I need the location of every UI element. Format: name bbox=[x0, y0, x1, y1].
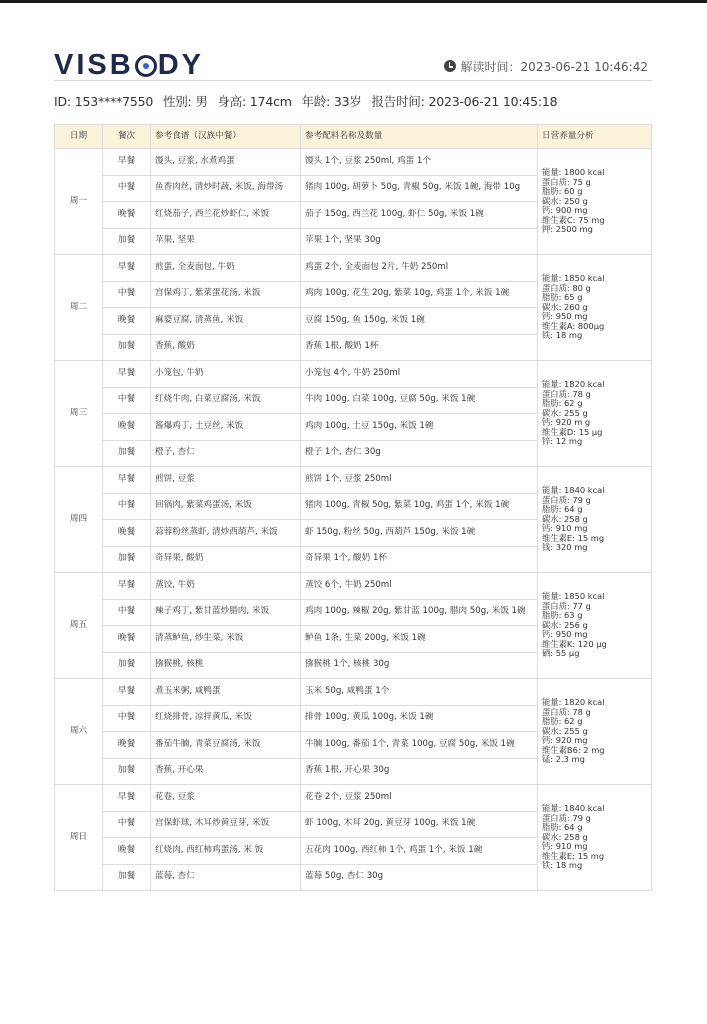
menu-cell: 蓝莓, 杏仁 bbox=[151, 864, 301, 891]
nutrition-item: 铁: 18 mg bbox=[542, 860, 583, 871]
menu-cell: 蒜蓉粉丝蒸虾, 清炒西葫芦, 米饭 bbox=[151, 520, 301, 547]
meal-plan-table bbox=[54, 124, 652, 891]
ingredients-cell: 苹果 1个, 坚果 30g bbox=[301, 228, 538, 255]
header-meal: 餐次 bbox=[103, 125, 151, 149]
meal-type-cell: 加餐 bbox=[103, 758, 151, 785]
menu-cell: 煮玉米粥, 咸鸭蛋 bbox=[151, 679, 301, 706]
ingredients-cell: 猕猴桃 1个, 核桃 30g bbox=[301, 652, 538, 679]
nutrition-item: 钙: 910 mg bbox=[542, 841, 588, 852]
nutrition-item: 能量: 1820 kcal bbox=[542, 379, 605, 390]
meal-type-cell: 早餐 bbox=[103, 679, 151, 706]
meal-type-cell: 早餐 bbox=[103, 361, 151, 388]
menu-cell: 酱爆鸡丁, 土豆丝, 米饭 bbox=[151, 414, 301, 441]
nutrition-item: 碳水: 255 g bbox=[542, 725, 588, 736]
nutrition-item: 碳水: 260 g bbox=[542, 301, 588, 312]
user-age: 年龄: 33岁 bbox=[301, 94, 362, 109]
menu-cell: 猕猴桃, 核桃 bbox=[151, 652, 301, 679]
table-row bbox=[55, 467, 652, 494]
meal-type-cell: 中餐 bbox=[103, 705, 151, 732]
nutrition-item: 蛋白质: 78 g bbox=[542, 388, 591, 399]
nutrition-item: 维生素E: 15 mg bbox=[542, 850, 605, 861]
meal-type-cell: 中餐 bbox=[103, 599, 151, 626]
menu-cell: 麻婆豆腐, 清蒸鱼, 米饭 bbox=[151, 308, 301, 335]
nutrition-item: 能量: 1820 kcal bbox=[542, 697, 605, 708]
nutrition-cell bbox=[538, 361, 652, 467]
nutrition-item: 脂肪: 62 g bbox=[542, 398, 583, 409]
meal-type-cell: 早餐 bbox=[103, 573, 151, 600]
read-time bbox=[444, 58, 648, 75]
menu-cell: 馒头, 豆浆, 水煮鸡蛋 bbox=[151, 149, 301, 176]
menu-cell: 蒸饺, 牛奶 bbox=[151, 573, 301, 600]
meal-type-cell: 晚餐 bbox=[103, 838, 151, 865]
menu-cell: 煎蛋, 全麦面包, 牛奶 bbox=[151, 255, 301, 282]
nutrition-item: 蛋白质: 75 g bbox=[542, 176, 591, 187]
menu-cell: 红烧茄子, 西兰花炒虾仁, 米饭 bbox=[151, 202, 301, 229]
meal-type-cell: 中餐 bbox=[103, 811, 151, 838]
visbody-logo: VISB DY bbox=[54, 49, 204, 81]
user-info bbox=[54, 92, 563, 110]
nutrition-item: 脂肪: 64 g bbox=[542, 504, 583, 515]
ingredients-cell: 蒸饺 6个, 牛奶 250ml bbox=[301, 573, 538, 600]
table-row bbox=[55, 149, 652, 176]
ingredients-cell: 香蕉 1根, 开心果 30g bbox=[301, 758, 538, 785]
user-height: 身高: 174cm bbox=[217, 94, 292, 109]
menu-cell: 小笼包, 牛奶 bbox=[151, 361, 301, 388]
ingredients-cell: 煎饼 1个, 豆浆 250ml bbox=[301, 467, 538, 494]
nutrition-item: 脂肪: 64 g bbox=[542, 822, 583, 833]
nutrition-item: 能量: 1850 kcal bbox=[542, 273, 605, 284]
menu-cell: 红烧排骨, 凉拌黄瓜, 米饭 bbox=[151, 705, 301, 732]
ingredients-cell: 花卷 2个, 豆浆 250ml bbox=[301, 785, 538, 812]
nutrition-item: 维生素E: 15 mg bbox=[542, 532, 605, 543]
nutrition-item: 脂肪: 63 g bbox=[542, 610, 583, 621]
menu-cell: 清蒸鲈鱼, 炒生菜, 米饭 bbox=[151, 626, 301, 653]
nutrition-item: 钙: 950 mg bbox=[542, 311, 588, 322]
nutrition-item: 钙: 900 mg bbox=[542, 205, 588, 216]
menu-cell: 宫保鸡丁, 紫菜蛋花汤, 米饭 bbox=[151, 281, 301, 308]
nutrition-item: 维生素C: 75 mg bbox=[542, 214, 605, 225]
menu-cell: 红烧牛肉, 白菜豆腐汤, 米饭 bbox=[151, 387, 301, 414]
menu-cell: 回锅肉, 紫菜鸡蛋汤, 米饭 bbox=[151, 493, 301, 520]
nutrition-item: 能量: 1800 kcal bbox=[542, 167, 605, 178]
nutrition-cell bbox=[538, 255, 652, 361]
menu-cell: 苹果, 坚果 bbox=[151, 228, 301, 255]
nutrition-item: 蛋白质: 79 g bbox=[542, 812, 591, 823]
meal-type-cell: 中餐 bbox=[103, 387, 151, 414]
nutrition-item: 碳水: 255 g bbox=[542, 407, 588, 418]
day-cell: 周日 bbox=[55, 785, 103, 891]
menu-cell: 煎饼, 豆浆 bbox=[151, 467, 301, 494]
meal-type-cell: 早餐 bbox=[103, 149, 151, 176]
meal-type-cell: 中餐 bbox=[103, 493, 151, 520]
meal-type-cell: 晚餐 bbox=[103, 308, 151, 335]
table-row bbox=[55, 573, 652, 600]
meal-type-cell: 加餐 bbox=[103, 334, 151, 361]
header-date: 日期 bbox=[55, 125, 103, 149]
ingredients-cell: 鲈鱼 1条, 生菜 200g, 米饭 1碗 bbox=[301, 626, 538, 653]
meal-type-cell: 晚餐 bbox=[103, 732, 151, 759]
ingredients-cell: 奇异果 1个, 酸奶 1杯 bbox=[301, 546, 538, 573]
nutrition-item: 维生素D: 15 μg bbox=[542, 426, 603, 437]
nutrition-item: 脂肪: 62 g bbox=[542, 716, 583, 727]
nutrition-item: 脂肪: 65 g bbox=[542, 292, 583, 303]
nutrition-item: 钾: 2500 mg bbox=[542, 224, 593, 235]
menu-cell: 香蕉, 开心果 bbox=[151, 758, 301, 785]
nutrition-item: 铁: 18 mg bbox=[542, 330, 583, 341]
ingredients-cell: 鸡肉 100g, 花生 20g, 紫菜 10g, 鸡蛋 1个, 米饭 1碗 bbox=[301, 281, 538, 308]
nutrition-cell bbox=[538, 467, 652, 573]
nutrition-item: 钙: 920 mg bbox=[542, 735, 588, 746]
meal-type-cell: 早餐 bbox=[103, 785, 151, 812]
ingredients-cell: 虾 100g, 木耳 20g, 黄豆芽 100g, 米饭 1碗 bbox=[301, 811, 538, 838]
nutrition-item: 能量: 1840 kcal bbox=[542, 803, 605, 814]
clock-icon bbox=[444, 60, 456, 72]
meal-type-cell: 加餐 bbox=[103, 864, 151, 891]
nutrition-item: 锰: 2.3 mg bbox=[542, 754, 585, 765]
ingredients-cell: 牛肉 100g, 白菜 100g, 豆腐 50g, 米饭 1碗 bbox=[301, 387, 538, 414]
meal-type-cell: 晚餐 bbox=[103, 414, 151, 441]
ingredients-cell: 玉米 50g, 咸鸭蛋 1个 bbox=[301, 679, 538, 706]
nutrition-item: 碳水: 256 g bbox=[542, 619, 588, 630]
table-row bbox=[55, 255, 652, 282]
ingredients-cell: 香蕉 1根, 酸奶 1杯 bbox=[301, 334, 538, 361]
nutrition-item: 蛋白质: 77 g bbox=[542, 600, 591, 611]
menu-cell: 橙子, 杏仁 bbox=[151, 440, 301, 467]
report-header bbox=[54, 50, 652, 81]
nutrition-item: 钱: 320 mg bbox=[542, 542, 588, 553]
day-cell: 周一 bbox=[55, 149, 103, 255]
nutrition-item: 脂肪: 60 g bbox=[542, 186, 583, 197]
nutrition-item: 蛋白质: 79 g bbox=[542, 494, 591, 505]
read-time-label: 解读时间： bbox=[460, 60, 521, 74]
menu-cell: 红烧肉, 西红柿鸡蛋汤, 米 饭 bbox=[151, 838, 301, 865]
top-border bbox=[0, 0, 707, 3]
ingredients-cell: 猪肉 100g, 青椒 50g, 紫菜 10g, 鸡蛋 1个, 米饭 1碗 bbox=[301, 493, 538, 520]
nutrition-item: 维生素A: 800μg bbox=[542, 320, 605, 331]
nutrition-cell bbox=[538, 149, 652, 255]
ingredients-cell: 虾 150g, 粉丝 50g, 西葫芦 150g, 米饭 1碗 bbox=[301, 520, 538, 547]
meal-type-cell: 中餐 bbox=[103, 175, 151, 202]
report-time: 报告时间: 2023-06-21 10:45:18 bbox=[371, 94, 558, 109]
table-row bbox=[55, 361, 652, 388]
menu-cell: 香蕉, 酸奶 bbox=[151, 334, 301, 361]
menu-cell: 鱼香肉丝, 清炒时蔬, 米饭, 海带汤 bbox=[151, 175, 301, 202]
ingredients-cell: 蓝莓 50g, 杏仁 30g bbox=[301, 864, 538, 891]
user-id: ID: 153****7550 bbox=[54, 94, 154, 109]
menu-cell: 奇异果, 酸奶 bbox=[151, 546, 301, 573]
table-body bbox=[55, 149, 652, 891]
ingredients-cell: 排骨 100g, 黄瓜 100g, 米饭 1碗 bbox=[301, 705, 538, 732]
meal-type-cell: 早餐 bbox=[103, 467, 151, 494]
nutrition-item: 维生素B6: 2 mg bbox=[542, 744, 605, 755]
meal-type-cell: 加餐 bbox=[103, 440, 151, 467]
day-cell: 周二 bbox=[55, 255, 103, 361]
header-menu: 参考食谱（汉族中餐） bbox=[151, 125, 301, 149]
nutrition-cell bbox=[538, 573, 652, 679]
table-header-row bbox=[55, 125, 652, 149]
menu-cell: 辣子鸡丁, 紫甘蓝炒腊肉, 米饭 bbox=[151, 599, 301, 626]
nutrition-item: 钙: 910 mg bbox=[542, 523, 588, 534]
header-nutrition: 日营养量分析 bbox=[538, 125, 652, 149]
nutrition-item: 维生素K: 120 μg bbox=[542, 638, 607, 649]
nutrition-item: 锌: 12 mg bbox=[542, 436, 583, 447]
user-gender: 性别: 男 bbox=[162, 94, 208, 109]
nutrition-cell bbox=[538, 785, 652, 891]
table-row bbox=[55, 679, 652, 706]
ingredients-cell: 鸡蛋 2个, 全麦面包 2片, 牛奶 250ml bbox=[301, 255, 538, 282]
meal-type-cell: 中餐 bbox=[103, 281, 151, 308]
ingredients-cell: 茄子 150g, 西兰花 100g, 虾仁 50g, 米饭 1碗 bbox=[301, 202, 538, 229]
nutrition-cell bbox=[538, 679, 652, 785]
nutrition-item: 钙: 950 mg bbox=[542, 629, 588, 640]
nutrition-item: 蛋白质: 78 g bbox=[542, 706, 591, 717]
nutrition-item: 钙: 920 m g bbox=[542, 417, 591, 428]
meal-type-cell: 加餐 bbox=[103, 546, 151, 573]
meal-type-cell: 晚餐 bbox=[103, 520, 151, 547]
ingredients-cell: 牛腩 100g, 番茄 1个, 青菜 100g, 豆腐 50g, 米饭 1碗 bbox=[301, 732, 538, 759]
meal-type-cell: 加餐 bbox=[103, 652, 151, 679]
ingredients-cell: 鸡肉 100g, 辣椒 20g, 紫甘蓝 100g, 腊肉 50g, 米饭 1碗 bbox=[301, 599, 538, 626]
nutrition-item: 蛋白质: 80 g bbox=[542, 282, 591, 293]
day-cell: 周三 bbox=[55, 361, 103, 467]
ingredients-cell: 橙子 1个, 杏仁 30g bbox=[301, 440, 538, 467]
nutrition-item: 能量: 1850 kcal bbox=[542, 591, 605, 602]
read-time-value: 2023-06-21 10:46:42 bbox=[520, 60, 648, 74]
ingredients-cell: 馒头 1个, 豆浆 250ml, 鸡蛋 1个 bbox=[301, 149, 538, 176]
ingredients-cell: 猪肉 100g, 胡萝卜 50g, 青椒 50g, 米饭 1碗, 海带 10g bbox=[301, 175, 538, 202]
nutrition-item: 碳水: 258 g bbox=[542, 831, 588, 842]
nutrition-item: 硒: 55 μg bbox=[542, 648, 580, 659]
day-cell: 周四 bbox=[55, 467, 103, 573]
ingredients-cell: 豆腐 150g, 鱼 150g, 米饭 1碗 bbox=[301, 308, 538, 335]
menu-cell: 番茄牛腩, 青菜豆腐汤, 米饭 bbox=[151, 732, 301, 759]
day-cell: 周五 bbox=[55, 573, 103, 679]
header-ingredients: 参考配料名称及数量 bbox=[301, 125, 538, 149]
meal-type-cell: 晚餐 bbox=[103, 202, 151, 229]
meal-type-cell: 晚餐 bbox=[103, 626, 151, 653]
meal-type-cell: 加餐 bbox=[103, 228, 151, 255]
ingredients-cell: 鸡肉 100g, 土豆 150g, 米饭 1碗 bbox=[301, 414, 538, 441]
menu-cell: 宫保虾球, 木耳炒黄豆芽, 米饭 bbox=[151, 811, 301, 838]
meal-type-cell: 早餐 bbox=[103, 255, 151, 282]
nutrition-item: 能量: 1840 kcal bbox=[542, 485, 605, 496]
menu-cell: 花卷, 豆浆 bbox=[151, 785, 301, 812]
nutrition-item: 碳水: 258 g bbox=[542, 513, 588, 524]
ingredients-cell: 五花肉 100g, 西红柿 1个, 鸡蛋 1个, 米饭 1碗 bbox=[301, 838, 538, 865]
day-cell: 周六 bbox=[55, 679, 103, 785]
ingredients-cell: 小笼包 4个, 牛奶 250ml bbox=[301, 361, 538, 388]
table-row bbox=[55, 785, 652, 812]
nutrition-item: 碳水: 250 g bbox=[542, 195, 588, 206]
